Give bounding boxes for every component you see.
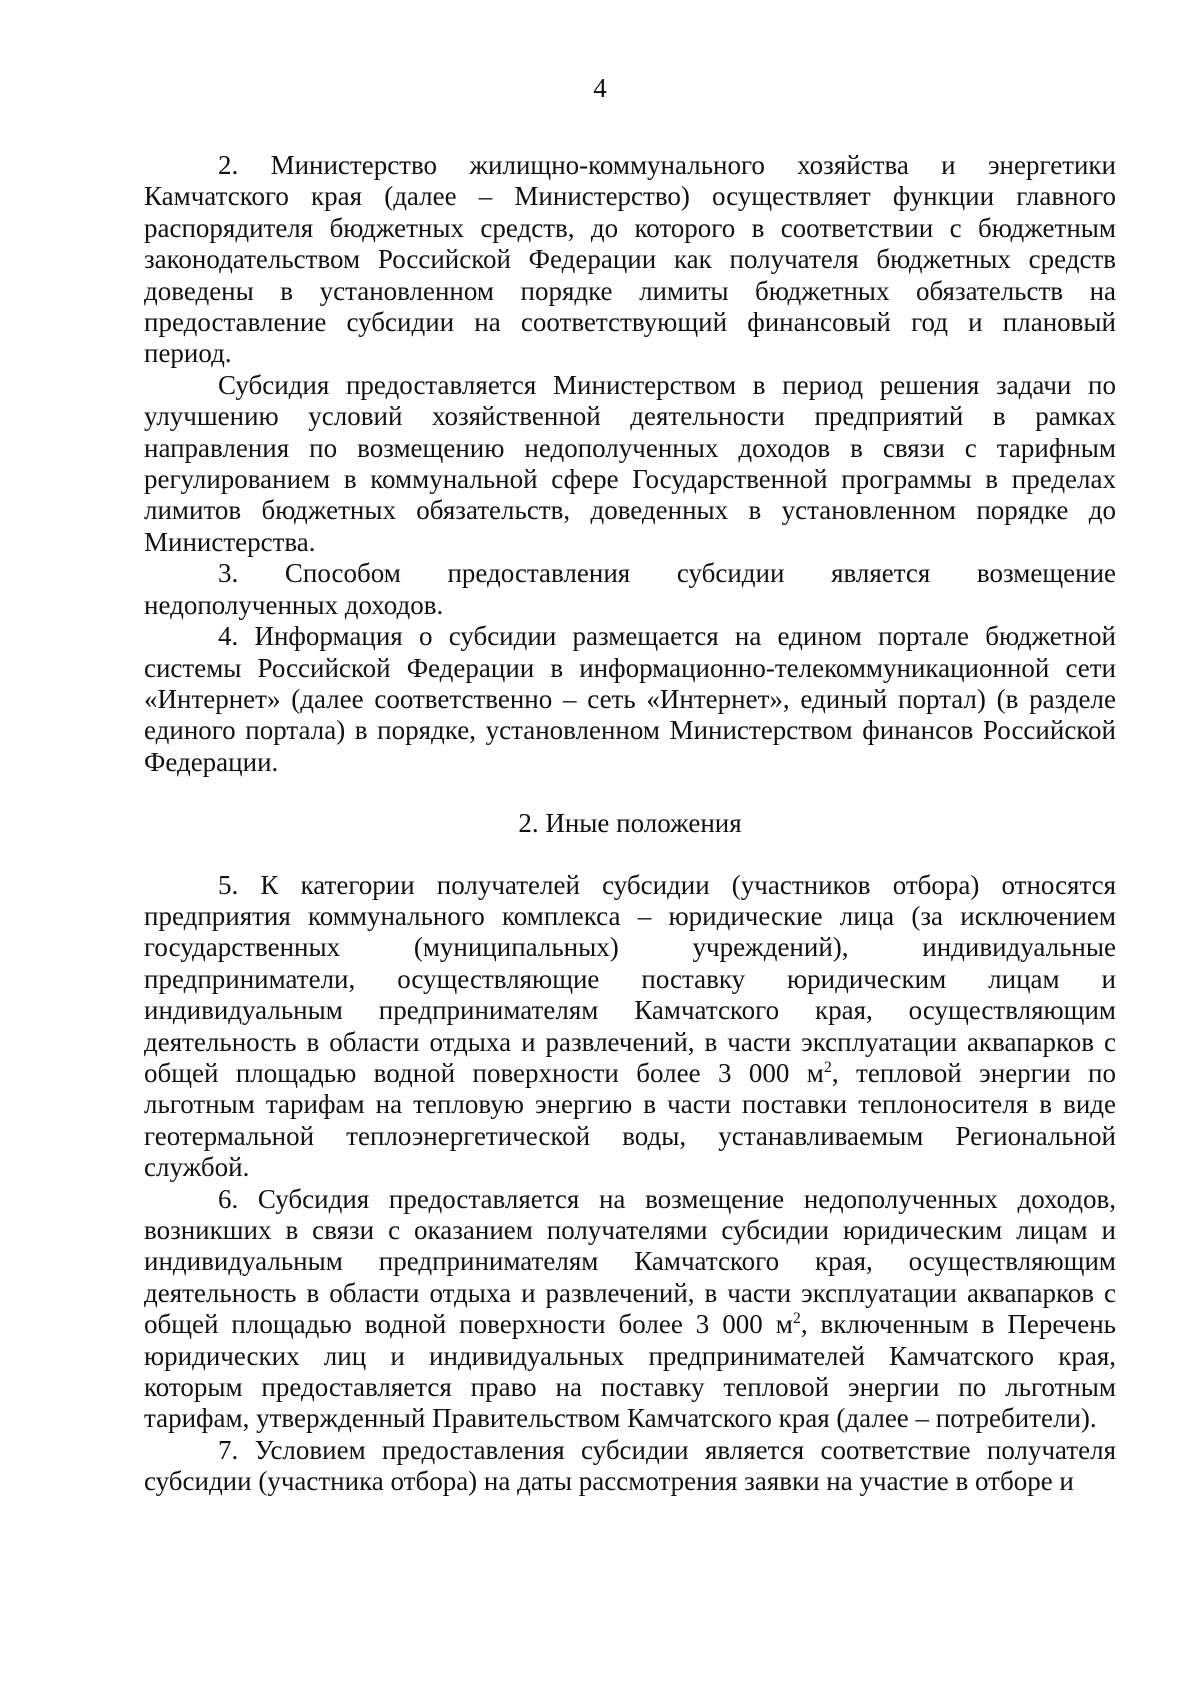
paragraph-6-text-b: , включенным в Перечень юридических лиц и индивидуальных предпринимателей Камчатского края, которым предоставляется право на поставку тепловой энергии по льготным тарифам, утвержденный Правительством Камчатского края (далее – потребители). <box>144 1309 1116 1434</box>
section-heading: 2. Иные положения <box>518 808 742 839</box>
paragraph-2-continued: Субсидия предоставляется Министерством в период решения задачи по улучшению условий хозяйственной деятельности предприятий в рамках направления по возмещению недополученных доходов в связи с тарифным регулированием в коммунальной сфере Государственной программы в пределах лимитов бюджетных обязательств, доведенных в установленном порядке до Министерства. <box>144 369 1116 557</box>
paragraph-4: 4. Информация о субсидии размещается на едином портале бюджетной системы Российской Федерации в информационно-телекоммуникационной сети «Интернет» (далее соответственно – сеть «Интернет», единый портал) (в разделе единого портала) в порядке, установленном Министерством финансов Российской Федерации. <box>144 621 1116 777</box>
paragraph-7: 7. Условием предоставления субсидии является соответствие получателя субсидии (участника отбора) на даты рассмотрения заявки на участие в отборе и <box>144 1434 1116 1497</box>
page-number: 4 <box>593 73 607 103</box>
paragraph-5-text-a: 5. К категории получателей субсидии (участников отбора) относятся предприятия коммунального комплекса – юридические лица (за исключением государственных (муниципальных) учреждений), индивидуальные предприниматели, осуществляющие поставку юридическим лицам и индивидуальным предпринимателям Камчатского края, осуществляющим деятельность в области отдыха и развлечений, в части эксплуатации аквапарков с общей площадью водной поверхности более 3 000 м <box>144 869 1116 1088</box>
paragraph-3: 3. Способом предоставления субсидии является возмещение недополученных доходов. <box>144 558 1116 620</box>
paragraph-6 <box>144 1184 1116 1435</box>
paragraph-5 <box>144 870 1116 1184</box>
paragraph-2: 2. Министерство жилищно-коммунального хозяйства и энергетики Камчатского края (далее – Министерство) осуществляет функции главного распорядителя бюджетных средств, до которого в соответствии с бюджетным законодательством Российской Федерации как получателя бюджетных средств доведены в установленном порядке лимиты бюджетных обязательств на предоставление субсидии на соответствующий финансовый год и плановый период. <box>144 150 1116 369</box>
paragraph-6-superscript: 2 <box>792 1310 801 1328</box>
paragraph-5-superscript: 2 <box>823 1058 832 1076</box>
paragraph-6-text-a: 6. Субсидия предоставляется на возмещение недополученных доходов, возникших в связи с оказанием получателями субсидии юридическим лицам и индивидуальным предпринимателям Камчатского края, осуществляющим деятельность в области отдыха и развлечений, в части эксплуатации аквапарков с общей площадью водной поверхности более 3 000 м <box>144 1183 1116 1340</box>
document-body <box>144 150 1116 1498</box>
paragraph-5-text-b: , тепловой энергии по льготным тарифам на тепловую энергию в части поставки теплоносителя в виде геотермальной теплоэнергетической воды, устанавливаемым Региональной службой. <box>144 1057 1116 1183</box>
